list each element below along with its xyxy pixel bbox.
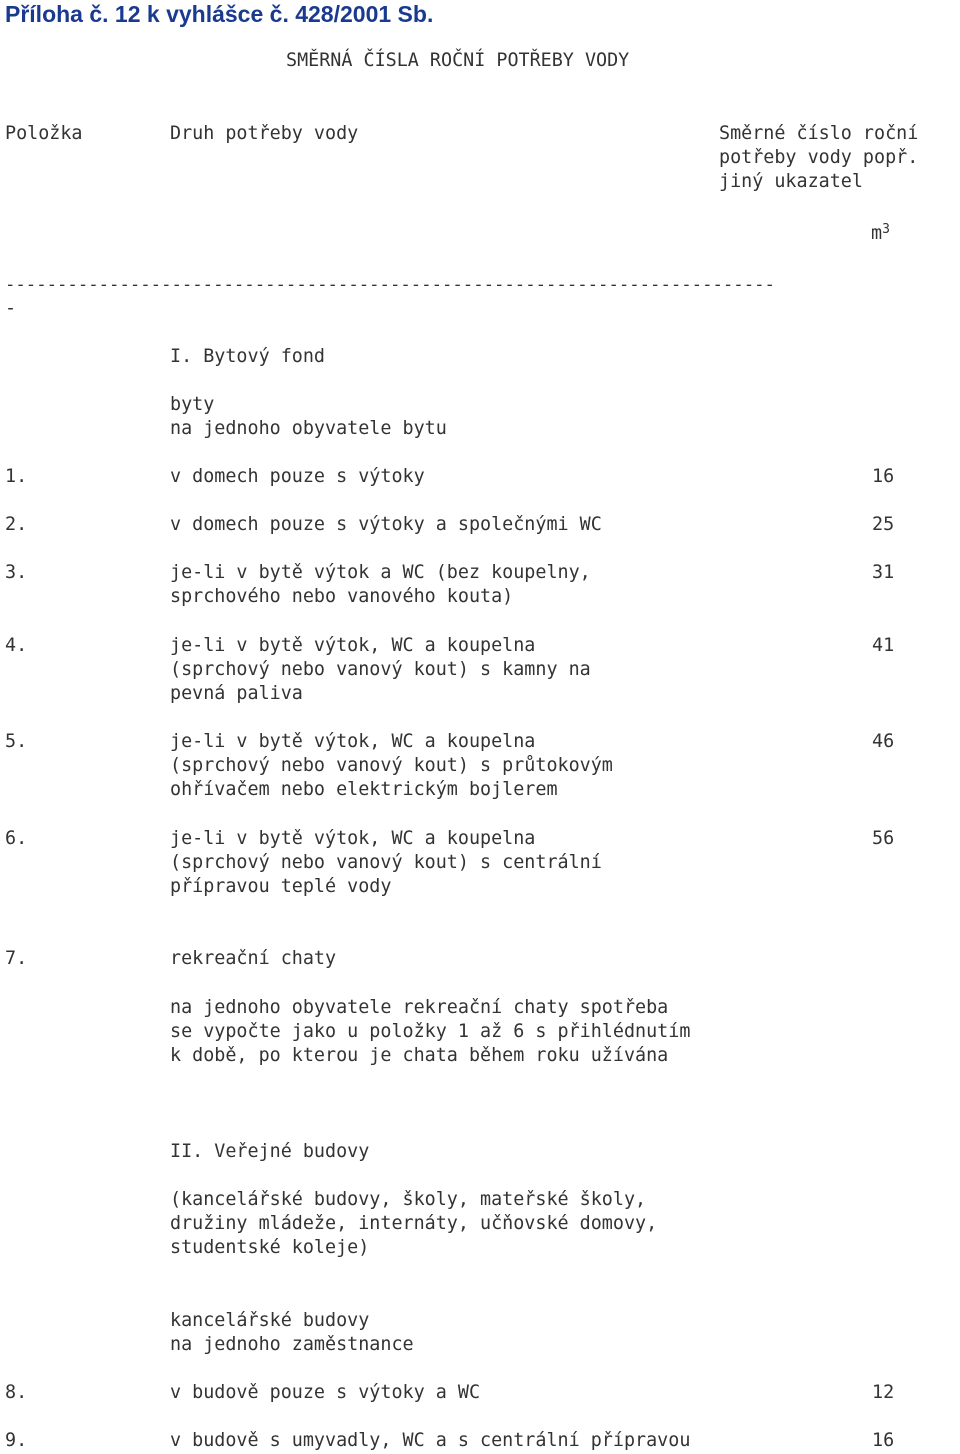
section-subtitle: na jednoho obyvatele bytu: [170, 418, 447, 439]
item-description: je-li v bytě výtok, WC a koupelna: [170, 635, 536, 656]
item-description: v budově s umyvadly, WC a s centrální přípravou: [170, 1430, 691, 1451]
item-description: (sprchový nebo vanový kout) s kamny na: [170, 659, 591, 680]
document-title: SMĚRNÁ ČÍSLA ROČNÍ POTŘEBY VODY: [286, 50, 630, 71]
item-note: na jednoho obyvatele rekreační chaty spotřeba: [170, 997, 669, 1018]
item-description: je-li v bytě výtok, WC a koupelna: [170, 828, 536, 849]
document-heading: Příloha č. 12 k vyhlášce č. 428/2001 Sb.: [5, 1, 434, 27]
item-description: (sprchový nebo vanový kout) s centrální: [170, 852, 602, 873]
item-number: 7.: [5, 948, 28, 969]
item-number: 3.: [5, 562, 28, 583]
item-number: 8.: [5, 1382, 28, 1403]
column-header-value-line: potřeby vody popř.: [719, 147, 919, 168]
item-number: 1.: [5, 466, 28, 487]
unit-exponent: 3: [882, 222, 890, 237]
section-subtitle: kancelářské budovy: [170, 1310, 370, 1331]
item-description: v domech pouze s výtoky a společnými WC: [170, 514, 602, 535]
section-description: studentské koleje): [170, 1237, 370, 1258]
item-value: 41: [872, 635, 895, 656]
item-description: (sprchový nebo vanový kout) s průtokovým: [170, 755, 613, 776]
item-number: 4.: [5, 635, 28, 656]
item-description: rekreační chaty: [170, 948, 337, 969]
item-description: je-li v bytě výtok a WC (bez koupelny,: [170, 562, 591, 583]
item-description: pevná paliva: [170, 683, 303, 704]
separator-line: --------------------------------------------------------------------------: [5, 275, 775, 295]
item-number: 2.: [5, 514, 28, 535]
item-value: 56: [872, 828, 895, 849]
item-number: 6.: [5, 828, 28, 849]
item-description: sprchového nebo vanového kouta): [170, 586, 514, 607]
section-description: družiny mládeže, internáty, učňovské domovy,: [170, 1213, 658, 1234]
item-description: je-li v bytě výtok, WC a koupelna: [170, 731, 536, 752]
section-title: II. Veřejné budovy: [170, 1141, 370, 1162]
unit-base: m: [871, 223, 883, 244]
item-value: 31: [872, 562, 895, 583]
section-description: (kancelářské budovy, školy, mateřské školy,: [170, 1189, 647, 1210]
item-note: se vypočte jako u položky 1 až 6 s přihlédnutím: [170, 1021, 691, 1042]
column-header-value-line: jiný ukazatel: [719, 171, 863, 192]
item-description: v budově pouze s výtoky a WC: [170, 1382, 481, 1403]
item-description: v domech pouze s výtoky: [170, 466, 425, 487]
item-value: 25: [872, 514, 895, 535]
item-note: k době, po kterou je chata během roku užívána: [170, 1045, 669, 1066]
unit-label: [871, 222, 890, 246]
section-title: I. Bytový fond: [170, 346, 326, 367]
column-header-value-line: Směrné číslo roční: [719, 123, 919, 144]
item-value: 16: [872, 1430, 895, 1451]
item-number: 5.: [5, 731, 28, 752]
section-subtitle: byty: [170, 394, 215, 415]
item-value: 46: [872, 731, 895, 752]
item-description: ohřívačem nebo elektrickým bojlerem: [170, 779, 558, 800]
column-header-type: Druh potřeby vody: [170, 123, 359, 144]
item-value: 16: [872, 466, 895, 487]
item-number: 9.: [5, 1430, 28, 1451]
separator-tail: -: [5, 298, 17, 319]
item-description: přípravou teplé vody: [170, 876, 392, 897]
item-value: 12: [872, 1382, 895, 1403]
section-subtitle: na jednoho zaměstnance: [170, 1334, 414, 1355]
column-header-item: Položka: [5, 123, 83, 144]
